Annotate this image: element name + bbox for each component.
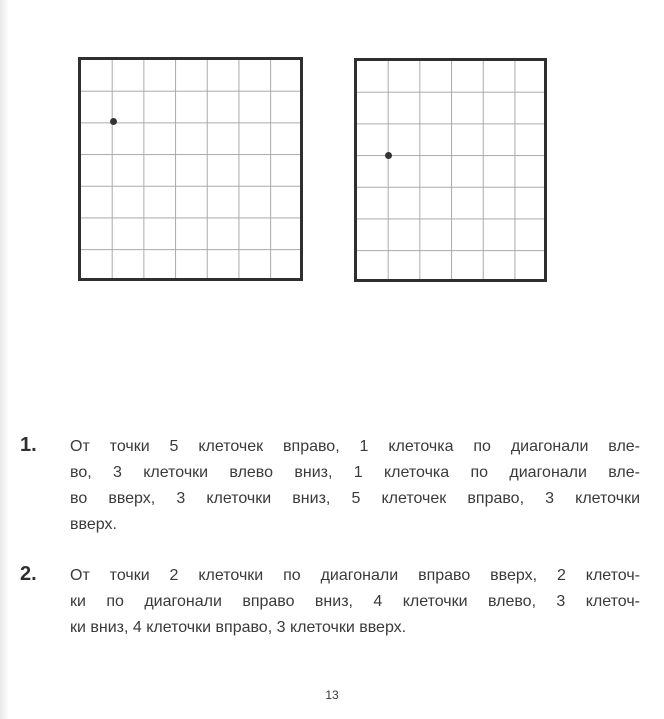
task-text [70,434,640,538]
task-line: От точки 2 клеточки по диагонали вправо вверх, 2 клеточ- [70,567,640,584]
task-text [70,563,640,641]
right-grid [354,58,547,282]
task-line: вверх. [70,516,117,533]
task-line: во вверх, 3 клеточки вниз, 5 клеточек вправо, 3 клеточки [70,490,640,507]
task-number: 2. [20,563,37,585]
page-edge [0,0,9,719]
task-line: ки по диагонали вправо вниз, 4 клеточки влево, 3 клеточ- [70,593,640,610]
task-2 [20,563,640,641]
task-line: ки вниз, 4 клеточки вправо, 3 клеточки вверх. [70,619,407,636]
left-grid [78,57,303,281]
task-line: во, 3 клеточки влево вниз, 1 клеточка по диагонали вле- [70,464,640,481]
task-number: 1. [20,434,37,456]
start-dot [385,152,392,159]
task-1 [20,434,640,538]
page-number: 13 [325,688,339,702]
task-line: От точки 5 клеточек вправо, 1 клеточка по диагонали вле- [70,438,640,455]
start-dot [110,118,117,125]
